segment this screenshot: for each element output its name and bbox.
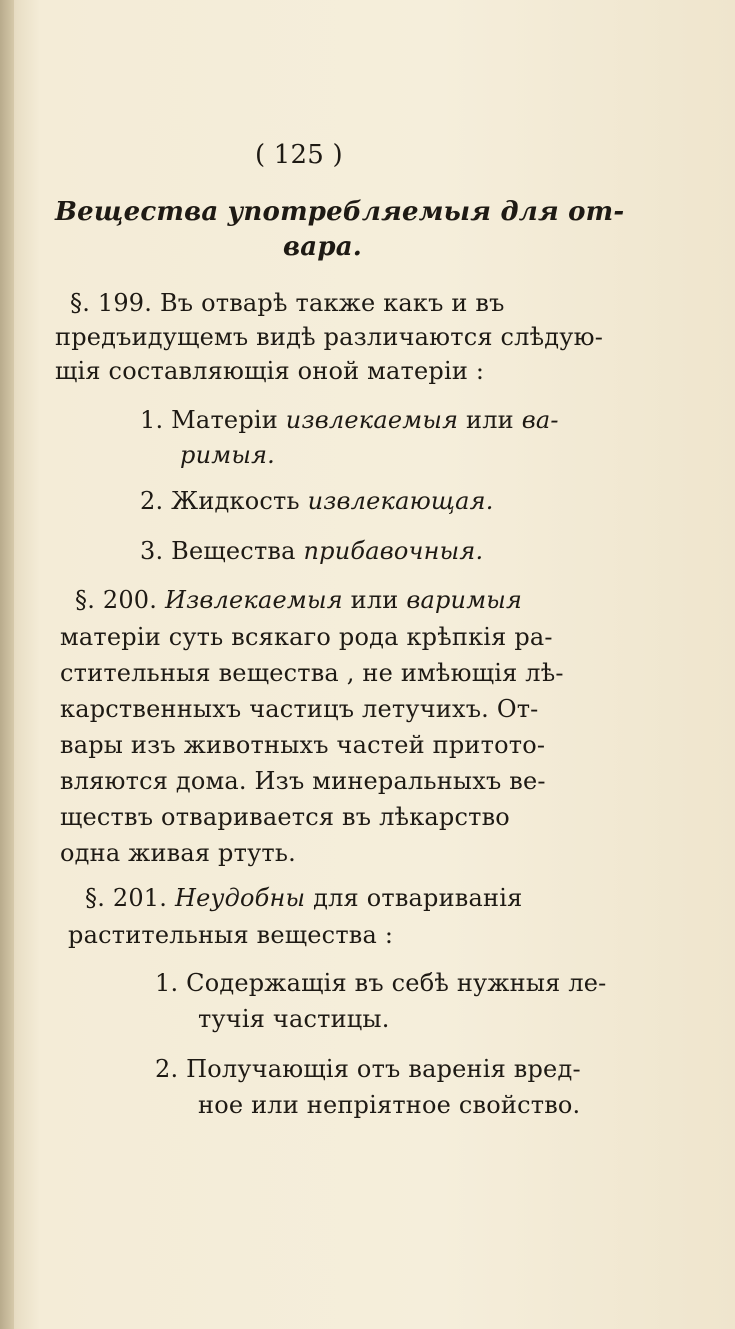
paragraph-200-text: или: [342, 586, 407, 614]
paragraph-200-line7: ществъ отваривается въ лѣкарство: [60, 803, 510, 831]
list-201-item2-line1: [155, 1054, 581, 1084]
paragraph-201-text: для отваривaнія: [305, 884, 523, 912]
paragraph-201-line1: [85, 883, 522, 913]
list-201-item2-line2: ное или непріятное свойство.: [198, 1091, 581, 1119]
list-201-item1-line2: тучія частицы.: [198, 1005, 390, 1033]
section-heading-line2: вара.: [283, 232, 362, 262]
list-text-italic: прибавочныя.: [303, 537, 484, 565]
paragraph-201-italic: Неудобны: [174, 884, 306, 912]
list-text: или: [458, 406, 522, 434]
section-number-201: §. 201.: [85, 884, 168, 912]
paragraph-199-text: Въ отварѣ также какъ и въ: [159, 289, 505, 317]
list-199-item1-line2: римыя.: [180, 441, 275, 469]
list-number: 2.: [140, 487, 164, 515]
paragraph-200-line5: вары изъ животныхъ частей притото-: [60, 731, 546, 759]
paragraph-200-italic: варимыя: [406, 586, 523, 614]
list-text-italic: извлекающая.: [307, 487, 494, 515]
paragraph-200-line1: [75, 585, 522, 615]
page-number: ( 125 ): [255, 140, 343, 170]
list-text: Получающія отъ варенія вред-: [186, 1055, 581, 1083]
paragraph-200-line6: вляются дома. Изъ минеральныхъ ве-: [60, 767, 546, 795]
list-number: 1.: [155, 969, 179, 997]
paragraph-201-line2: растительныя вещества :: [68, 921, 394, 949]
list-201-item1-line1: [155, 968, 606, 998]
paragraph-200-line3: стительныя вещества , не имѣющія лѣ-: [60, 659, 564, 687]
list-number: 3.: [140, 537, 164, 565]
list-text: Жидкость: [171, 487, 308, 515]
list-199-item3: [140, 536, 483, 566]
list-text: Вещества: [171, 537, 304, 565]
list-199-item1-line1: [140, 405, 559, 435]
paragraph-199-line1: [70, 288, 505, 318]
section-heading-line1: Вещества употребляемыя для от-: [55, 197, 625, 227]
list-text: Содержащія въ себѣ нужныя ле-: [186, 969, 607, 997]
list-text-italic: ва-: [521, 406, 559, 434]
paragraph-199-line2: предъидущемъ видѣ различаются слѣдую-: [55, 323, 603, 351]
section-number-199: §. 199.: [70, 289, 153, 317]
section-number-200: §. 200.: [75, 586, 158, 614]
list-number: 1.: [140, 406, 164, 434]
page-spine-shadow: [0, 0, 14, 1329]
list-199-item2: [140, 486, 494, 516]
list-text: Матеріи: [171, 406, 286, 434]
paragraph-200-line4: карственныхъ частицъ летучихъ. От-: [60, 695, 539, 723]
list-number: 2.: [155, 1055, 179, 1083]
paragraph-200-line2: матеріи суть всякаго рода крѣпкія ра-: [60, 623, 553, 651]
paragraph-200-line8: одна живая ртуть.: [60, 839, 296, 867]
list-text-italic: извлекаемыя: [285, 406, 459, 434]
paragraph-199-line3: щія составляющія оной матеріи :: [55, 357, 485, 385]
paragraph-200-italic: Извлекаемыя: [164, 586, 343, 614]
